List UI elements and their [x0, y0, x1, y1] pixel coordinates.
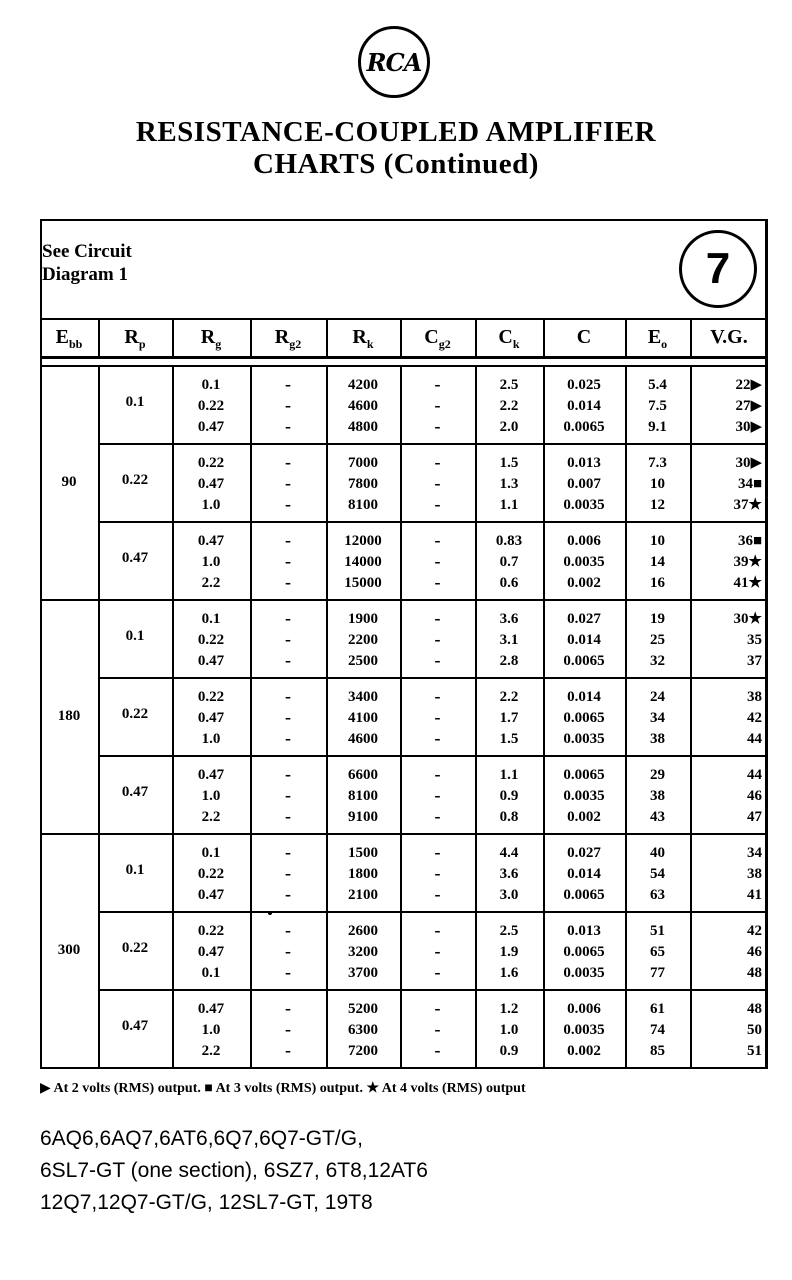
ebb-value: 300	[57, 942, 81, 958]
table-cell: 46	[747, 788, 762, 804]
column-header-subscript: bb	[68, 337, 83, 351]
table-cell: 0.002	[567, 809, 601, 825]
table-cell: -	[434, 998, 441, 1018]
tube-type-line: 12Q7,12Q7-GT/G, 12SL7-GT, 19T8	[40, 1191, 373, 1214]
table-cell: 0.0035	[563, 788, 605, 804]
table-cell: 0.9	[499, 1043, 519, 1059]
table-cell: 0.014	[567, 632, 601, 648]
table-cell: 3400	[348, 689, 378, 705]
table-cell: 1.0	[201, 554, 221, 570]
table-cell: 32	[650, 653, 665, 669]
tube-type-list	[40, 1123, 428, 1219]
table-cell: 2500	[348, 653, 378, 669]
column-header-c	[543, 322, 625, 352]
table-cell: 0.013	[567, 455, 601, 471]
table-cell: -	[285, 884, 291, 904]
table-cell: 0.0035	[563, 965, 605, 981]
circuit-note-line2: Diagram 1	[42, 264, 129, 285]
column-header-vg	[690, 322, 768, 352]
table-cell: 1.0	[201, 788, 221, 804]
tube-type-line: 6AQ6,6AQ7,6AT6,6Q7,6Q7-GT/G,	[40, 1127, 363, 1150]
table-cell: 7200	[348, 1043, 378, 1059]
column-header-ebb	[40, 322, 98, 352]
table-cell: 16	[650, 575, 665, 591]
circuit-diagram-number: 7	[679, 230, 757, 308]
table-cell: -	[434, 920, 441, 940]
ebb-value: 90	[61, 474, 77, 490]
table-cell: 1.5	[499, 455, 519, 471]
table-cell: -	[434, 785, 441, 805]
table-cell: 0.014	[567, 866, 601, 882]
table-cell: -	[434, 941, 441, 961]
rp-value: 0.47	[121, 1018, 149, 1034]
table-cell: 50	[747, 1022, 762, 1038]
table-cell: 41★	[733, 575, 762, 591]
table-cell: 0.47	[197, 476, 225, 492]
table-cell: -	[285, 452, 291, 472]
block-rule	[98, 443, 768, 445]
ebb-value: 180	[57, 708, 81, 724]
print-speck	[268, 911, 272, 915]
table-cell: 0.007	[567, 476, 601, 492]
table-cell: -	[285, 416, 291, 436]
column-header-subscript: g	[215, 337, 222, 351]
table-cell: -	[434, 1040, 441, 1060]
table-cell: -	[285, 1019, 291, 1039]
table-cell: 0.22	[197, 866, 225, 882]
table-cell: 4100	[348, 710, 378, 726]
table-cell: 1.2	[499, 1001, 519, 1017]
table-cell: 34	[650, 710, 665, 726]
column-header-subscript: k	[366, 337, 374, 351]
table-cell: -	[285, 806, 291, 826]
table-cell: 39★	[733, 554, 762, 570]
table-cell: 1.3	[499, 476, 519, 492]
table-cell: 37	[747, 653, 762, 669]
group-rule	[40, 599, 768, 601]
table-cell: -	[434, 473, 441, 493]
table-cell: -	[434, 707, 441, 727]
table-cell: -	[285, 551, 291, 571]
circuit-note-line1: See Circuit	[42, 241, 132, 262]
block-rule	[98, 521, 768, 523]
table-cell: 24	[650, 689, 665, 705]
table-cell: 2.5	[499, 377, 519, 393]
table-cell: -	[285, 494, 291, 514]
table-cell: 14	[650, 554, 665, 570]
table-cell: -	[434, 629, 441, 649]
table-cell: 15000	[344, 575, 382, 591]
table-cell: 0.47	[197, 767, 225, 783]
table-cell: 1.0	[201, 1022, 221, 1038]
table-cell: 42	[747, 923, 762, 939]
table-cell: 4600	[348, 398, 378, 414]
table-cell: 2.2	[201, 809, 221, 825]
table-bottom-rule	[40, 1067, 768, 1069]
table-cell: 1.9	[499, 944, 519, 960]
table-cell: 1.1	[499, 767, 519, 783]
table-cell: 5200	[348, 1001, 378, 1017]
table-cell: 2.2	[201, 575, 221, 591]
table-cell: 30▶	[735, 455, 762, 471]
column-header-subscript: p	[138, 337, 146, 351]
header-bottom-rule	[40, 356, 768, 359]
table-cell: -	[434, 530, 441, 550]
table-cell: 37★	[733, 497, 762, 513]
table-cell: -	[285, 785, 291, 805]
table-cell: 7.5	[648, 398, 667, 414]
table-cell: 38	[650, 731, 665, 747]
table-cell: 44	[747, 767, 762, 783]
table-cell: 7000	[348, 455, 378, 471]
table-cell: 1.1	[499, 497, 519, 513]
table-cell: 0.22	[197, 689, 225, 705]
table-cell: 38	[747, 689, 762, 705]
table-cell: 1.0	[201, 731, 221, 747]
table-cell: -	[285, 707, 291, 727]
table-cell: -	[434, 764, 441, 784]
column-header-symbol: C	[498, 326, 513, 348]
table-cell: -	[434, 452, 441, 472]
table-cell: 0.6	[499, 575, 519, 591]
column-header-subscript: o	[661, 337, 668, 351]
column-header-symbol: R	[124, 326, 139, 348]
table-cell: 2.2	[499, 689, 519, 705]
table-cell: -	[285, 764, 291, 784]
table-cell: 0.006	[567, 1001, 601, 1017]
table-cell: -	[285, 941, 291, 961]
column-header-symbol: E	[647, 326, 662, 348]
table-cell: -	[434, 806, 441, 826]
table-cell: 0.006	[567, 533, 601, 549]
column-header-subscript: g2	[289, 337, 302, 351]
column-header-ck	[475, 322, 543, 352]
table-cell: 0.8	[499, 809, 519, 825]
table-cell: -	[285, 842, 291, 862]
column-header-symbol: E	[55, 326, 69, 348]
table-cell: 51	[747, 1043, 762, 1059]
table-cell: 41	[747, 887, 762, 903]
tube-type-line: 6SL7-GT (one section), 6SZ7, 6T8,12AT6	[40, 1159, 428, 1182]
table-cell: 34	[747, 845, 762, 861]
table-cell: -	[285, 608, 291, 628]
table-cell: 74	[650, 1022, 665, 1038]
table-cell: 0.22	[197, 632, 225, 648]
table-cell: 0.013	[567, 923, 601, 939]
table-cell: 0.0065	[563, 944, 605, 960]
table-cell: 5.4	[648, 377, 667, 393]
table-cell: 34■	[737, 476, 762, 492]
table-cell: 3200	[348, 944, 378, 960]
table-cell: -	[285, 920, 291, 940]
block-rule	[98, 755, 768, 757]
table-cell: -	[434, 374, 441, 394]
table-cell: 43	[650, 809, 665, 825]
table-cell: 2.8	[499, 653, 519, 669]
table-cell: 48	[747, 965, 762, 981]
table-cell: 8100	[348, 497, 378, 513]
table-cell: -	[434, 728, 441, 748]
table-cell: 1.7	[499, 710, 519, 726]
table-cell: -	[434, 395, 441, 415]
table-cell: 0.1	[201, 965, 221, 981]
table-cell: 4200	[348, 377, 378, 393]
table-cell: -	[285, 530, 291, 550]
table-cell: 47	[747, 809, 762, 825]
block-rule	[98, 911, 768, 913]
table-cell: 0.014	[567, 689, 601, 705]
page-title: RESISTANCE-COUPLED AMPLIFIER	[135, 116, 657, 148]
table-cell: 6600	[348, 767, 378, 783]
page-subtitle: CHARTS (Continued)	[253, 148, 539, 180]
table-cell: 1.5	[499, 731, 519, 747]
table-cell: -	[285, 863, 291, 883]
table-cell: 0.47	[197, 419, 225, 435]
table-cell: 9.1	[648, 419, 667, 435]
table-cell: 0.027	[567, 845, 601, 861]
table-cell: 2.2	[201, 1043, 221, 1059]
table-cell: 0.47	[197, 533, 225, 549]
table-cell: 36■	[737, 533, 762, 549]
table-cell: -	[285, 650, 291, 670]
table-cell: -	[434, 608, 441, 628]
table-cell: 4.4	[499, 845, 519, 861]
table-cell: 0.0065	[563, 710, 605, 726]
table-cell: 0.002	[567, 1043, 601, 1059]
block-rule	[98, 677, 768, 679]
body-top-rule	[40, 365, 768, 367]
table-cell: 0.0065	[563, 653, 605, 669]
table-cell: -	[285, 572, 291, 592]
table-cell: 6300	[348, 1022, 378, 1038]
table-cell: -	[285, 629, 291, 649]
table-cell: -	[285, 395, 291, 415]
column-header-symbol: V.G.	[710, 326, 748, 348]
table-cell: 7.3	[648, 455, 667, 471]
table-cell: 1.0	[499, 1022, 519, 1038]
table-cell: 2200	[348, 632, 378, 648]
table-cell: 0.7	[499, 554, 519, 570]
table-cell: 2.5	[499, 923, 519, 939]
table-cell: 2.2	[499, 398, 519, 414]
table-cell: -	[285, 728, 291, 748]
table-cell: 0.47	[197, 653, 225, 669]
column-header-symbol: R	[274, 326, 290, 348]
column-header-symbol: R	[200, 326, 216, 348]
rp-value: 0.1	[125, 628, 145, 644]
table-cell: 0.1	[201, 845, 221, 861]
column-header-eo	[625, 322, 690, 352]
table-cell: -	[285, 374, 291, 394]
column-header-symbol: R	[352, 326, 367, 348]
circuit-note	[42, 240, 132, 286]
table-cell: 44	[747, 731, 762, 747]
column-header-rg2	[250, 322, 326, 352]
table-cell: 8100	[348, 788, 378, 804]
table-cell: 0.22	[197, 398, 225, 414]
table-cell: 1.0	[201, 497, 221, 513]
table-cell: -	[434, 551, 441, 571]
column-header-subscript: k	[512, 337, 520, 351]
table-cell: 0.0035	[563, 1022, 605, 1038]
table-cell: 3.1	[499, 632, 519, 648]
table-cell: 0.0035	[563, 731, 605, 747]
column-header-rk	[326, 322, 400, 352]
table-cell: -	[434, 686, 441, 706]
table-cell: 38	[747, 866, 762, 882]
table-cell: 29	[650, 767, 665, 783]
table-cell: 14000	[344, 554, 382, 570]
table-cell: 48	[747, 1001, 762, 1017]
table-cell: 0.027	[567, 611, 601, 627]
table-cell: 0.47	[197, 944, 225, 960]
rp-value: 0.47	[121, 784, 149, 800]
table-cell: 42	[747, 710, 762, 726]
table-cell: -	[285, 1040, 291, 1060]
group-rule	[40, 833, 768, 835]
table-cell: 4600	[348, 731, 378, 747]
table-cell: 65	[650, 944, 665, 960]
table-cell: 1500	[348, 845, 378, 861]
column-header-symbol: C	[424, 326, 439, 348]
table-cell: -	[285, 473, 291, 493]
table-cell: 12	[650, 497, 665, 513]
table-cell: 0.025	[567, 377, 601, 393]
column-header-subscript: g2	[438, 337, 451, 351]
table-cell: 0.22	[197, 923, 225, 939]
table-cell: -	[285, 686, 291, 706]
table-cell: 0.47	[197, 887, 225, 903]
table-cell: 12000	[344, 533, 382, 549]
table-cell: -	[434, 572, 441, 592]
table-cell: -	[434, 884, 441, 904]
table-cell: 0.0065	[563, 887, 605, 903]
table-cell: 3.6	[499, 611, 519, 627]
table-cell: 22▶	[735, 377, 762, 393]
table-cell: 3.6	[499, 866, 519, 882]
block-rule	[98, 989, 768, 991]
rp-value: 0.22	[121, 472, 149, 488]
rp-value: 0.47	[121, 550, 149, 566]
table-cell: 0.0065	[563, 419, 605, 435]
table-cell: 0.1	[201, 611, 221, 627]
table-cell: 46	[747, 944, 762, 960]
table-cell: -	[434, 650, 441, 670]
table-cell: 0.47	[197, 710, 225, 726]
rca-logo	[358, 26, 430, 98]
column-header-rg	[172, 322, 250, 352]
table-cell: 0.0035	[563, 497, 605, 513]
header-top-rule	[40, 318, 768, 320]
table-cell: 30▶	[735, 419, 762, 435]
table-cell: -	[434, 416, 441, 436]
table-cell: 51	[650, 923, 665, 939]
table-cell: 0.002	[567, 575, 601, 591]
table-cell: 25	[650, 632, 665, 648]
table-cell: 9100	[348, 809, 378, 825]
table-cell: 10	[650, 476, 665, 492]
table-cell: -	[285, 962, 291, 982]
column-header-cg2	[400, 322, 475, 352]
table-cell: 19	[650, 611, 665, 627]
table-cell: 63	[650, 887, 665, 903]
table-cell: 0.0035	[563, 554, 605, 570]
table-cell: 0.47	[197, 1001, 225, 1017]
table-cell: -	[285, 998, 291, 1018]
table-cell: 54	[650, 866, 665, 882]
table-cell: 10	[650, 533, 665, 549]
table-cell: 1800	[348, 866, 378, 882]
table-cell: 77	[650, 965, 665, 981]
table-cell: 1900	[348, 611, 378, 627]
rp-value: 0.22	[121, 706, 149, 722]
rca-logo-text: RCA	[366, 47, 422, 77]
column-header-rp	[98, 322, 172, 352]
table-cell: 0.22	[197, 455, 225, 471]
rp-value: 0.22	[121, 940, 149, 956]
rp-value: 0.1	[125, 862, 145, 878]
table-cell: 85	[650, 1043, 665, 1059]
table-cell: 0.9	[499, 788, 519, 804]
table-cell: 4800	[348, 419, 378, 435]
table-cell: -	[434, 962, 441, 982]
table-cell: 27▶	[735, 398, 762, 414]
table-cell: -	[434, 494, 441, 514]
table-cell: 0.1	[201, 377, 221, 393]
table-cell: 0.83	[495, 533, 523, 549]
table-cell: 2.0	[499, 419, 519, 435]
table-cell: 3.0	[499, 887, 519, 903]
table-cell: -	[434, 842, 441, 862]
table-cell: 0.014	[567, 398, 601, 414]
table-cell: 2600	[348, 923, 378, 939]
table-cell: 35	[747, 632, 762, 648]
table-cell: 0.0065	[563, 767, 605, 783]
table-cell: 1.6	[499, 965, 519, 981]
table-cell: 7800	[348, 476, 378, 492]
footnote: ▶ At 2 volts (RMS) output. ■ At 3 volts (RMS) output. ★ At 4 volts (RMS) output	[40, 1081, 526, 1096]
table-cell: 30★	[733, 611, 762, 627]
column-header-symbol: C	[576, 326, 592, 348]
table-cell: -	[434, 1019, 441, 1039]
table-cell: 61	[650, 1001, 665, 1017]
rp-value: 0.1	[125, 394, 145, 410]
table-cell: -	[434, 863, 441, 883]
table-cell: 3700	[348, 965, 378, 981]
table-cell: 40	[650, 845, 665, 861]
table-cell: 38	[650, 788, 665, 804]
table-cell: 2100	[348, 887, 378, 903]
